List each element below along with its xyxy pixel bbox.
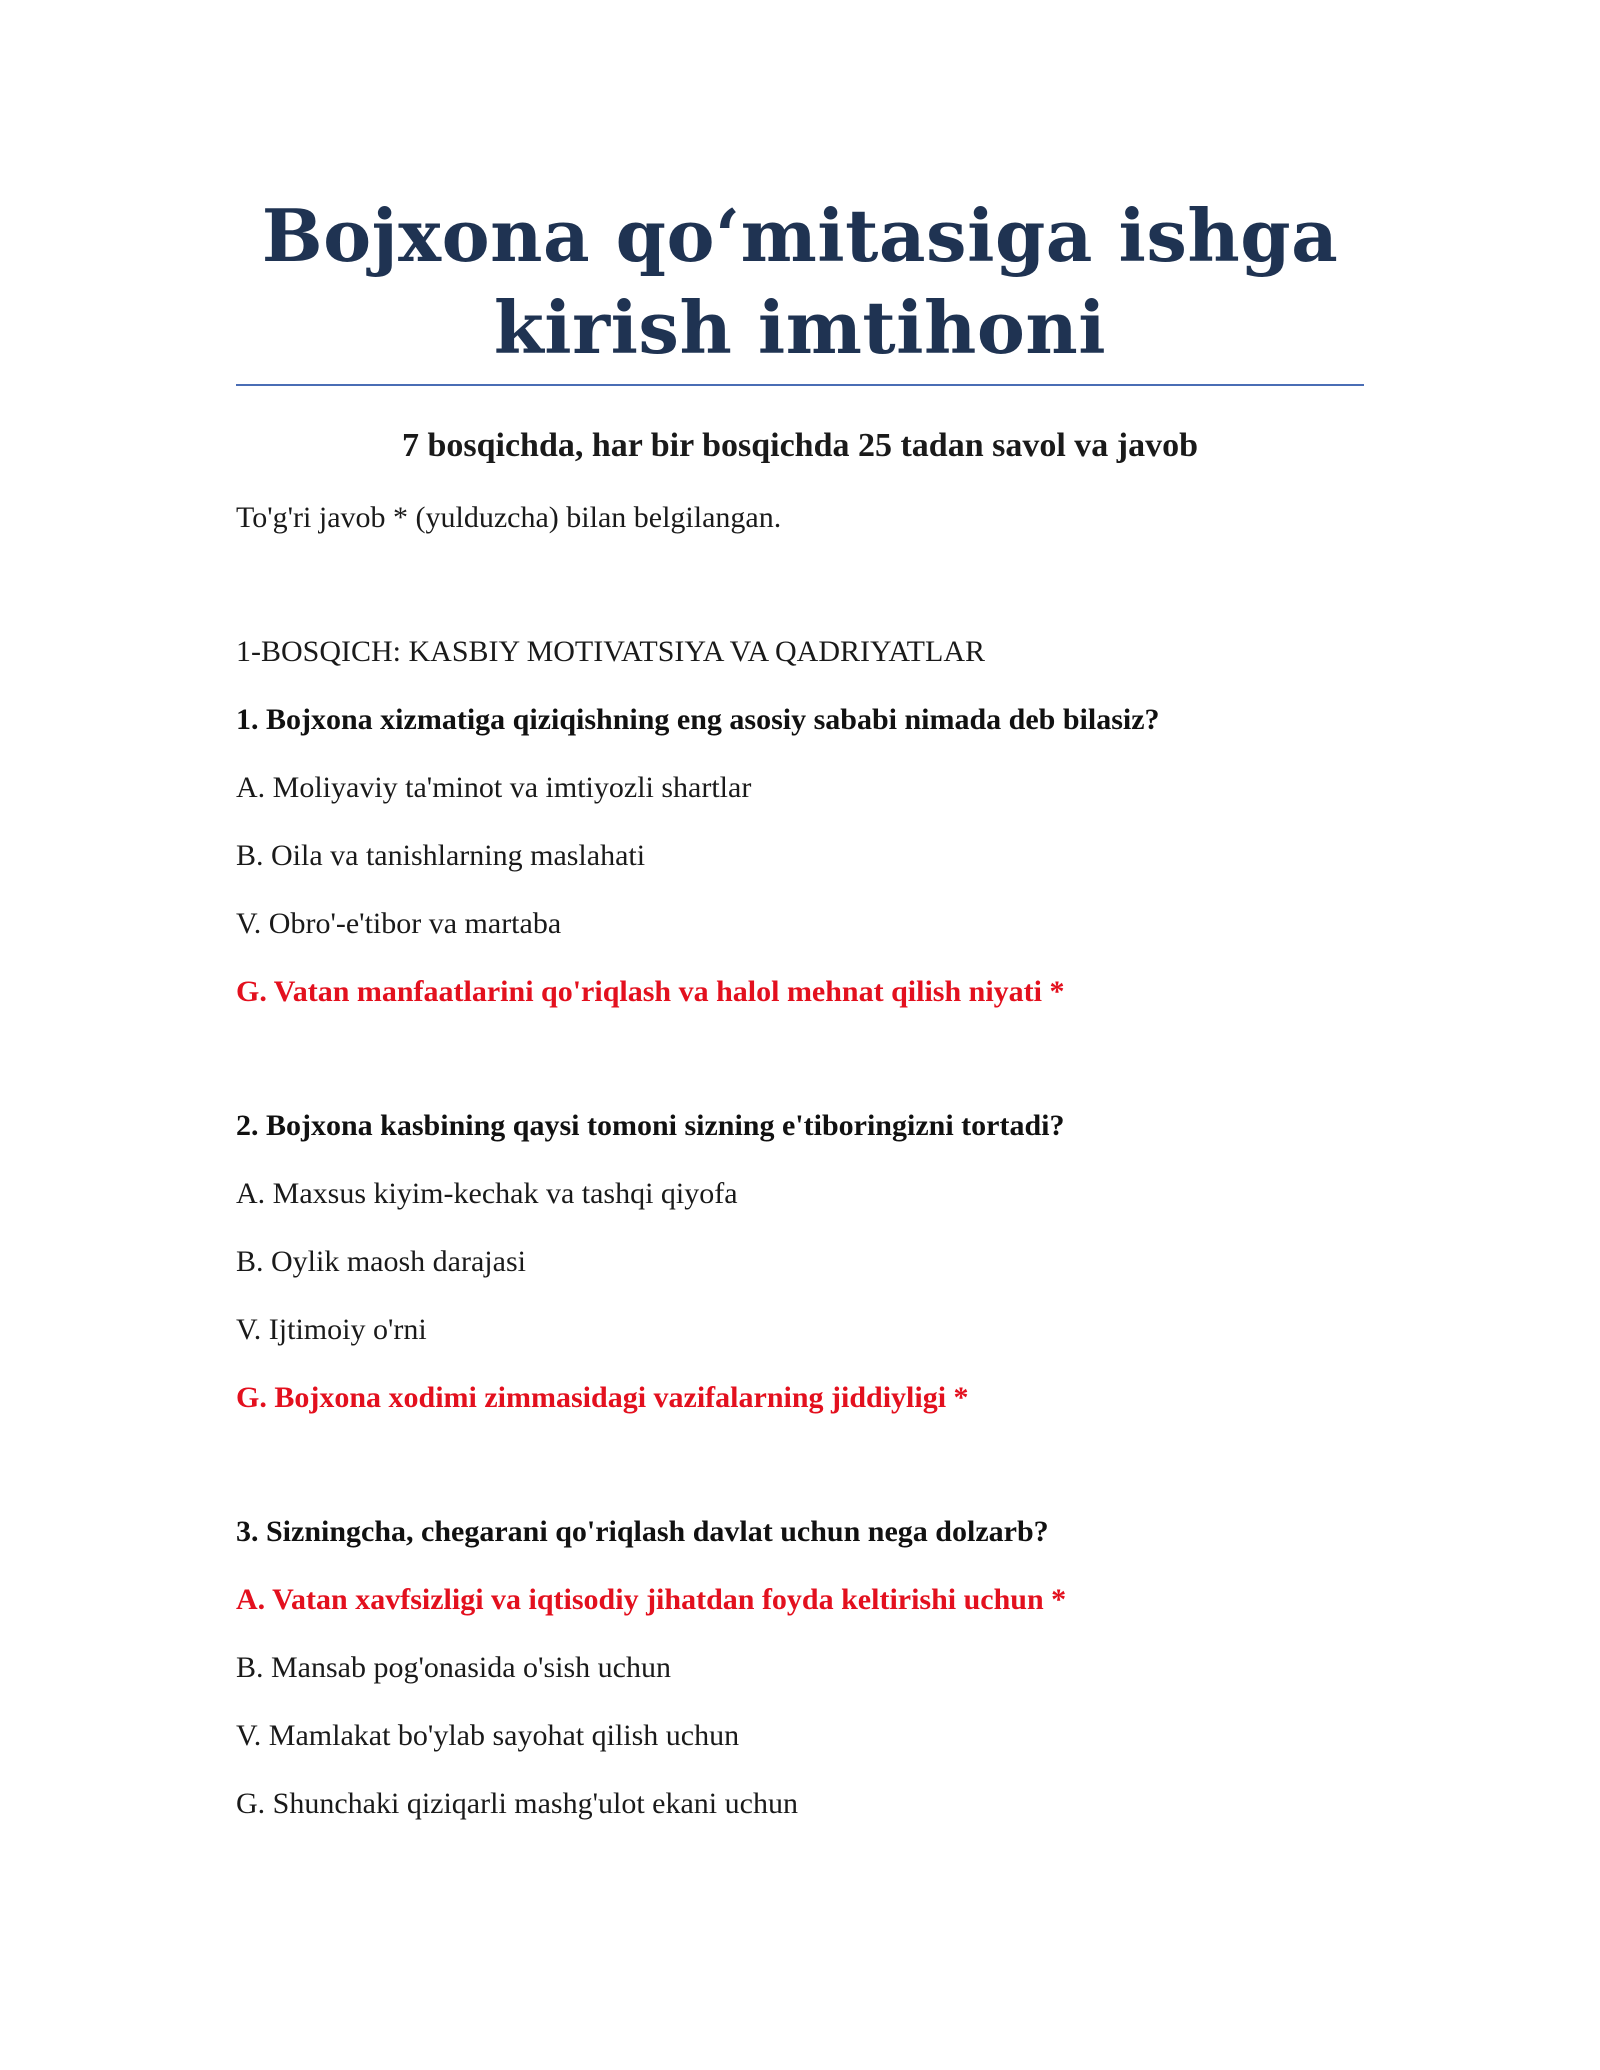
answer-option-g: G. Shunchaki qiziqarli mashg'ulot ekani uchun bbox=[236, 1787, 798, 1820]
answer-option-g-correct: G. Vatan manfaatlarini qo'riqlash va halol mehnat qilish niyati * bbox=[236, 975, 1065, 1008]
answer-option-a-correct: A. Vatan xavfsizligi va iqtisodiy jihatdan foyda keltirishi uchun * bbox=[236, 1583, 1067, 1616]
question-text: 3. Sizningcha, chegarani qo'riqlash davlat uchun nega dolzarb? bbox=[236, 1515, 1049, 1548]
stage-heading: 1-BOSQICH: KASBIY MOTIVATSIYA VA QADRIYATLAR bbox=[236, 635, 985, 668]
document-title bbox=[236, 190, 1364, 374]
answer-option-b: B. Mansab pog'onasida o'sish uchun bbox=[236, 1651, 671, 1684]
answer-option-v: V. Mamlakat bo'ylab sayohat qilish uchun bbox=[236, 1719, 740, 1752]
answer-option-a: A. Maxsus kiyim-kechak va tashqi qiyofa bbox=[236, 1177, 738, 1210]
answer-option-b: B. Oylik maosh darajasi bbox=[236, 1245, 526, 1278]
question-block-1 bbox=[236, 700, 1364, 1040]
title-divider bbox=[236, 384, 1364, 386]
question-text: 1. Bojxona xizmatiga qiziqishning eng asosiy sababi nimada deb bilasiz? bbox=[236, 703, 1160, 736]
exam-content bbox=[236, 632, 1364, 1918]
answer-key-note: To'g'ri javob * (yulduzcha) bilan belgilangan. bbox=[236, 501, 782, 534]
question-block-2 bbox=[236, 1106, 1364, 1446]
title-line-2: kirish imtihoni bbox=[493, 285, 1107, 370]
question-text: 2. Bojxona kasbining qaysi tomoni sizning e'tiboringizni tortadi? bbox=[236, 1109, 1065, 1142]
answer-option-a: A. Moliyaviy ta'minot va imtiyozli shartlar bbox=[236, 771, 752, 804]
document-subtitle: 7 bosqichda, har bir bosqichda 25 tadan savol va javob bbox=[401, 427, 1199, 464]
answer-option-v: V. Ijtimoiy o'rni bbox=[236, 1313, 427, 1346]
title-line-1: Bojxona qo‘mitasiga ishga bbox=[261, 193, 1339, 278]
answer-option-v: V. Obro'-e'tibor va martaba bbox=[236, 907, 562, 940]
question-block-3 bbox=[236, 1512, 1364, 1852]
answer-option-g-correct: G. Bojxona xodimi zimmasidagi vazifalarning jiddiyligi * bbox=[236, 1381, 969, 1414]
answer-option-b: B. Oila va tanishlarning maslahati bbox=[236, 839, 646, 872]
